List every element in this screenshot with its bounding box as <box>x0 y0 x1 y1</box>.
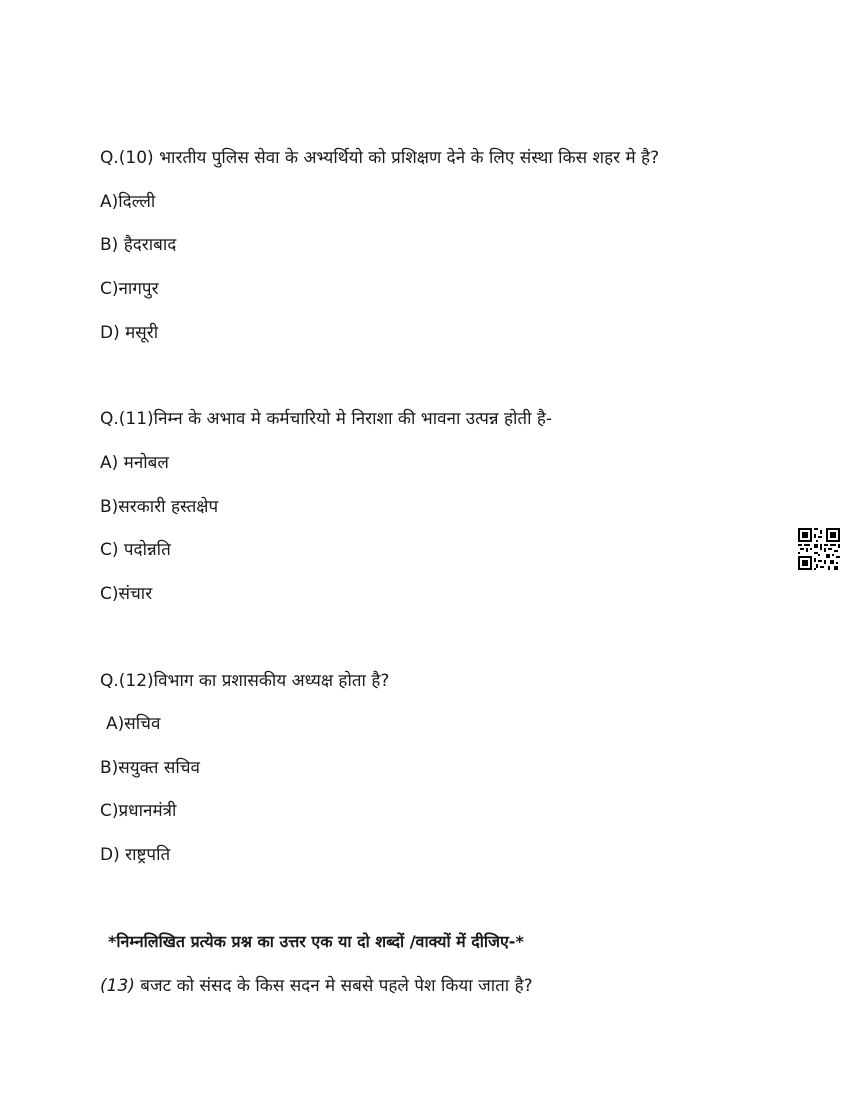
q11-option-c: C) पदोन्नति <box>100 540 171 560</box>
q10-option-d: D) मसूरी <box>100 323 159 343</box>
q12-option-c: C)प्रधानमंत्री <box>100 801 177 821</box>
q11-option-a: A) मनोबल <box>100 453 169 473</box>
q11-option-b: B)सरकारी हस्तक्षेप <box>100 497 219 517</box>
q12-option-d: D) राष्ट्रपति <box>100 845 171 865</box>
question-13-text: बजट को संसद के किस सदन मे सबसे पहले पेश किया जाता है? <box>134 976 533 996</box>
question-11: Q.(11)निम्न के अभाव मे कर्मचारियो मे निराशा की भावना उत्पन्न होती है- <box>100 409 553 429</box>
question-12: Q.(12)विभाग का प्रशासकीय अध्यक्ष होता है? <box>100 671 390 691</box>
q10-option-b: B) हैदराबाद <box>100 235 177 255</box>
question-13-number: (13) <box>100 976 135 996</box>
question-10: Q.(10) भारतीय पुलिस सेवा के अभ्यर्थियो को प्रशिक्षण देने के लिए संस्था किस शहर मे है? <box>100 148 660 168</box>
q12-option-b: B)सयुक्त सचिव <box>100 758 200 778</box>
q10-option-a: A)दिल्ली <box>100 192 156 212</box>
section-heading: *निम्नलिखित प्रत्येक प्रश्न का उत्तर एक या दो शब्दों /वाक्यों में दीजिए-* <box>108 932 524 951</box>
q10-option-c: C)नागपुर <box>100 279 159 299</box>
q12-option-a: A)सचिव <box>106 714 161 734</box>
qr-code-icon <box>798 528 840 570</box>
question-13 <box>100 975 533 997</box>
q11-option-d: C)संचार <box>100 584 153 604</box>
